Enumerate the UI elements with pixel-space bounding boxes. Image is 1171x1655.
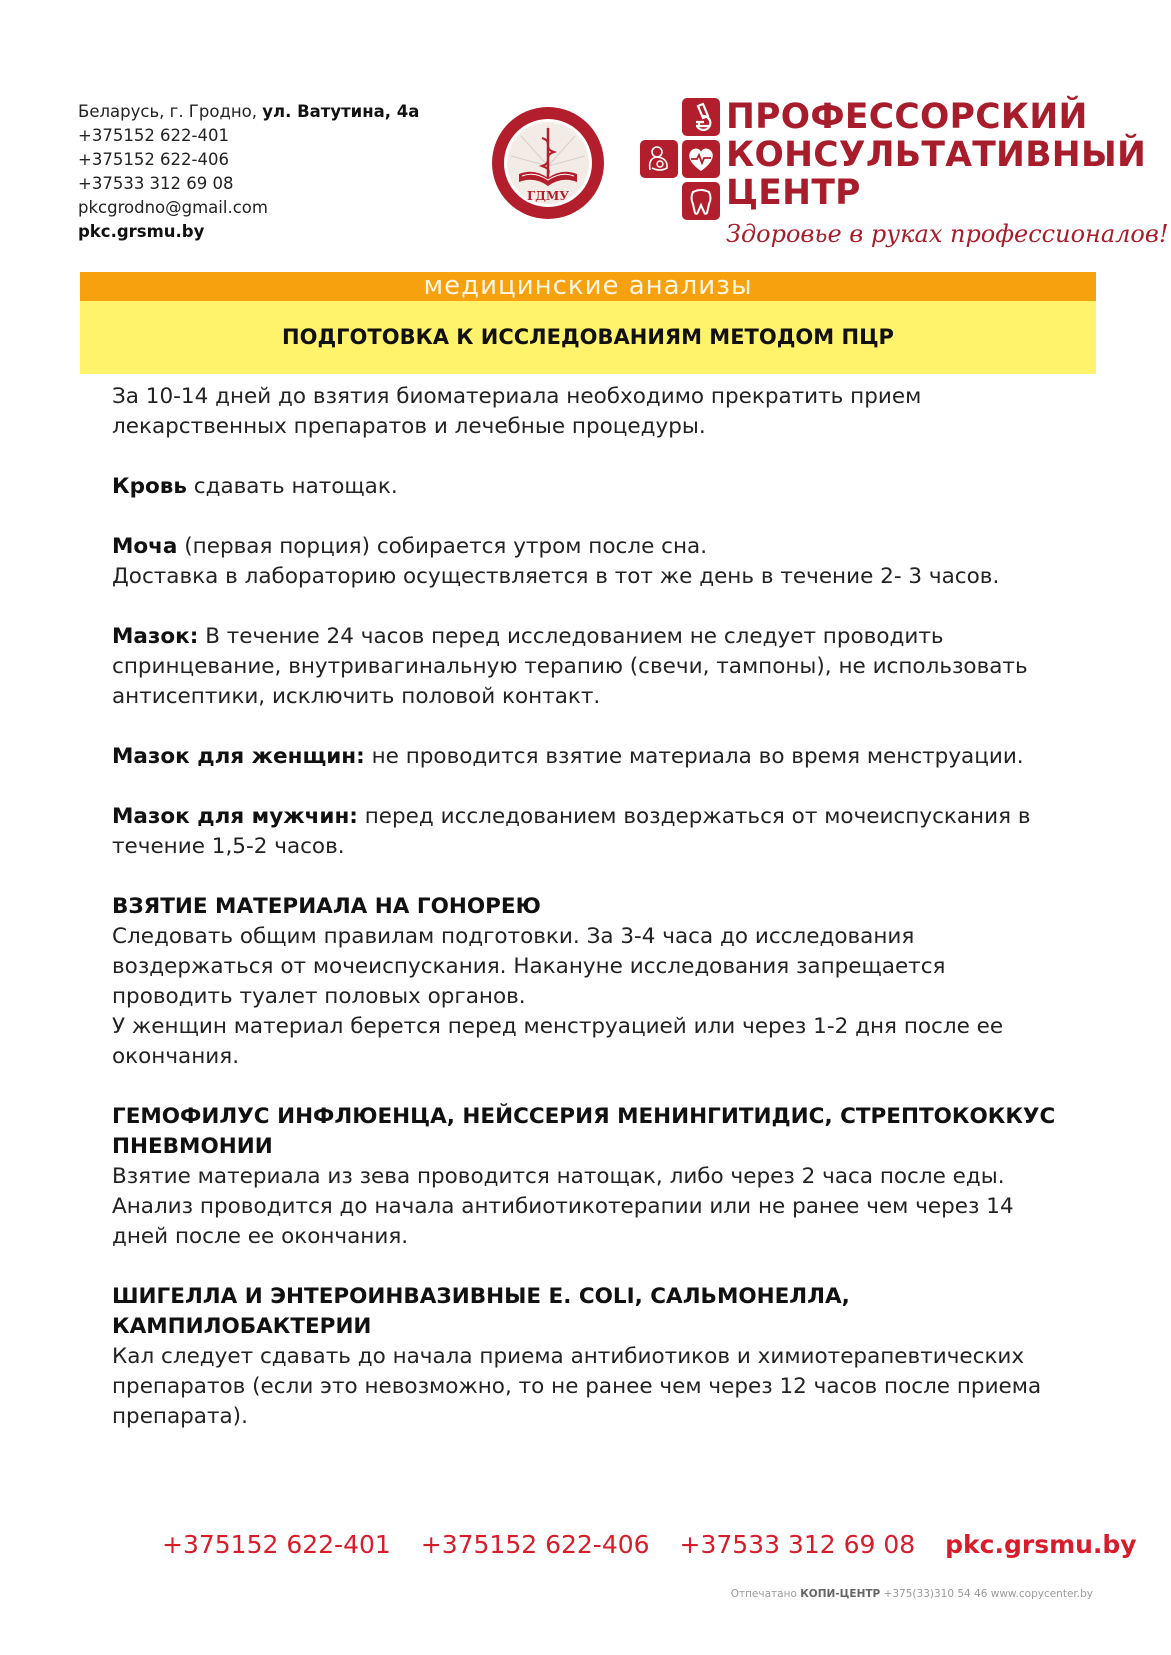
urine-paragraph: Моча (первая порция) собирается утром после сна. Доставка в лабораторию осуществляется в тот же день в течение 2- 3 часов.	[112, 534, 1000, 589]
footer-phone-2: +375152 622-406	[420, 1530, 650, 1559]
university-seal-logo	[491, 106, 605, 220]
smear-women-paragraph: Мазок для женщин: не проводится взятие материала во время менструации.	[112, 744, 1024, 769]
clinic-logo	[640, 97, 1169, 258]
website: pkc.grsmu.by	[78, 222, 205, 241]
footer-phone-1: +375152 622-401	[162, 1530, 391, 1559]
instructions	[112, 382, 1062, 1462]
phone-2: +375152 622-406	[78, 150, 229, 169]
footer-phone-3: +37533 312 69 08	[679, 1530, 916, 1559]
smear-men-paragraph: Мазок для мужчин: перед исследованием воздержаться от мочеиспускания в течение 1,5-2 часов.	[112, 804, 1031, 859]
microscope-icon	[682, 98, 720, 136]
address-line: Беларусь, г. Гродно, ул. Ватутина, 4а	[78, 102, 420, 121]
intro-paragraph: За 10-14 дней до взятия биоматериала необходимо прекратить прием лекарственных препаратов и лечебные процедуры.	[112, 384, 922, 439]
page-title: ПОДГОТОВКА К ИССЛЕДОВАНИЯМ МЕТОДОМ ПЦР	[80, 301, 1096, 374]
clinic-name: ПРОФЕССОРСКИЙ КОНСУЛЬТАТИВНЫЙ ЦЕНТР	[726, 97, 1147, 213]
section-heading: ГЕМОФИЛУС ИНФЛЮЕНЦА, НЕЙССЕРИЯ МЕНИНГИТИДИС, СТРЕПТОКОККУС ПНЕВМОНИИ	[112, 1104, 1056, 1159]
phone-3: +37533 312 69 08	[78, 174, 234, 193]
footer-website: pkc.grsmu.by	[945, 1530, 1137, 1559]
section-haemophilus: ГЕМОФИЛУС ИНФЛЮЕНЦА, НЕЙССЕРИЯ МЕНИНГИТИДИС, СТРЕПТОКОККУС ПНЕВМОНИИ Взятие материала из зева проводится натощак, либо через 2 часа после еды. Анализ проводится до начала антибиотикотерапии или не ранее чем через 14 дней после ее окончания.	[112, 1102, 1062, 1252]
section-heading: ВЗЯТИЕ МАТЕРИАЛА НА ГОНОРЕЮ	[112, 894, 541, 919]
phone-1: +375152 622-401	[78, 126, 229, 145]
section-heading: ШИГЕЛЛА И ЭНТЕРОИНВАЗИВНЫЕ E. COLI, САЛЬМОНЕЛЛА, КАМПИЛОБАКТЕРИИ	[112, 1284, 850, 1339]
blood-paragraph: Кровь сдавать натощак.	[112, 474, 398, 499]
smear-paragraph: Мазок: В течение 24 часов перед исследованием не следует проводить спринцевание, внутривагинальную терапию (свечи, тампоны), не использовать антисептики, исключить половой контакт.	[112, 624, 1028, 709]
mother-child-icon	[640, 140, 678, 178]
slogan: Здоровье в руках профессионалов!	[726, 220, 1169, 248]
print-note: Отпечатано КОПИ-ЦЕНТР +375(33)310 54 46 www.copycenter.by	[730, 1588, 1093, 1600]
email: pkcgrodno@gmail.com	[78, 198, 268, 217]
section-shigella: ШИГЕЛЛА И ЭНТЕРОИНВАЗИВНЫЕ E. COLI, САЛЬМОНЕЛЛА, КАМПИЛОБАКТЕРИИ Кал следует сдавать до начала приема антибиотиков и химиотерапевтических препаратов (если это невозможно, то не ранее чем через 12 часов после приема препарата).	[112, 1282, 1062, 1432]
footer-contacts	[162, 1530, 1137, 1559]
section-gonorrhea: ВЗЯТИЕ МАТЕРИАЛА НА ГОНОРЕЮ Следовать общим правилам подготовки. За 3-4 часа до исследования воздержаться от мочеиспускания. Накануне исследования запрещается проводить туалет половых органов. У женщин материал берется перед менструацией или через 1-2 дня после ее окончания.	[112, 892, 1062, 1072]
tooth-icon	[682, 182, 720, 220]
heart-pulse-icon	[682, 140, 720, 178]
category-banner: медицинские анализы	[80, 272, 1096, 301]
contact-block	[78, 100, 419, 244]
svg-text:ГДМУ: ГДМУ	[527, 189, 569, 203]
street: ул. Ватутина, 4а	[262, 102, 420, 121]
